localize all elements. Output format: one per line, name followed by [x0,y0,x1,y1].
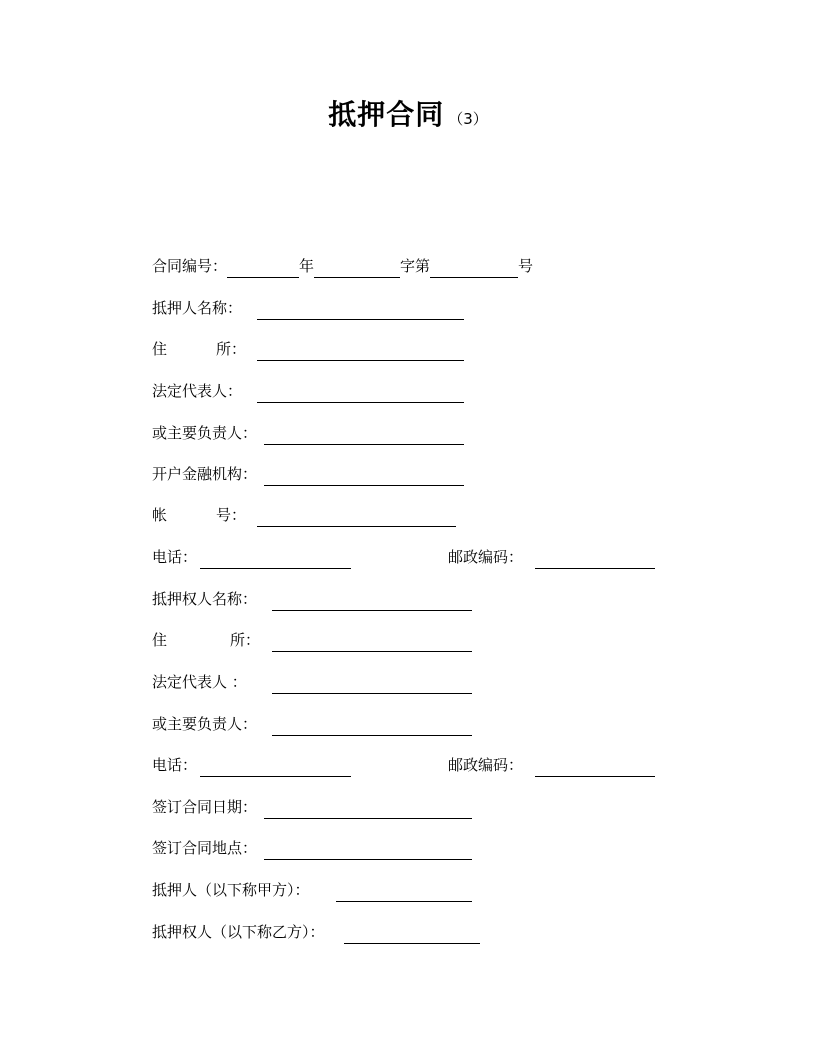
party-b-blank[interactable] [344,923,480,944]
mortgagor-name-label: 抵押人名称： [152,299,243,317]
mortgagor-bank-row [152,462,464,486]
party-a-label: 抵押人（以下称甲方）： [152,881,310,899]
mortgagor-bank-label: 开户金融机构： [152,465,258,483]
signing-date-row [152,795,472,819]
mortgagor-legal-rep-label: 法定代表人： [152,382,243,400]
contract-year-blank[interactable] [227,257,299,278]
mortgagee-principal-label: 或主要负责人： [152,715,258,733]
mortgagee-address-row [152,628,472,652]
mortgagor-name-blank[interactable] [257,299,464,320]
mortgagee-legal-rep-label: 法定代表人 ： [152,673,247,691]
party-b-label: 抵押权人（以下称乙方）： [152,923,325,941]
mortgagee-postcode-blank[interactable] [535,756,655,777]
contract-number-label: 合同编号： [152,257,228,275]
mortgagee-name-label: 抵押权人名称： [152,590,258,608]
mortgagor-address-label-b: 所： [216,340,247,358]
mortgagor-legal-rep-blank[interactable] [257,382,464,403]
mortgagee-principal-row [152,712,472,736]
mortgagor-name-row [152,296,464,320]
mortgagee-postcode-label: 邮政编码： [448,756,524,774]
contract-number-blank[interactable] [430,257,518,278]
signing-place-row [152,836,472,860]
mortgagor-address-row [152,337,464,361]
mortgagee-address-blank[interactable] [272,631,472,652]
party-a-row [152,878,472,902]
party-b-row [152,920,480,944]
mortgagor-principal-label: 或主要负责人： [152,424,258,442]
mortgagor-principal-row [152,421,464,445]
mortgagor-address-label-a: 住 [152,340,168,358]
signing-place-blank[interactable] [264,839,472,860]
party-a-blank[interactable] [336,881,472,902]
mortgagor-account-row [152,503,456,527]
signing-date-label: 签订合同日期： [152,798,258,816]
contract-zi-blank[interactable] [314,257,400,278]
mortgagee-legal-rep-blank[interactable] [272,673,472,694]
mortgagor-account-label-b: 号： [216,506,247,524]
mortgagor-legal-rep-row [152,379,464,403]
mortgagee-address-label-a: 住 [152,631,168,649]
mortgagee-legal-rep-row [152,670,472,694]
mortgagor-principal-blank[interactable] [264,424,464,445]
mortgagor-account-label-a: 帐 [152,506,168,524]
mortgagee-contact-row [152,753,672,777]
mortgagee-address-label-b: 所： [230,631,261,649]
mortgagee-principal-blank[interactable] [272,715,472,736]
mortgagee-name-blank[interactable] [272,590,472,611]
mortgagor-account-blank[interactable] [257,506,456,527]
year-label: 年 [299,257,315,275]
mortgagee-name-row [152,587,472,611]
hao-label: 号 [518,257,534,275]
mortgagee-phone-label: 电话： [152,756,198,774]
mortgagor-address-blank[interactable] [257,340,464,361]
mortgagor-postcode-blank[interactable] [535,548,655,569]
mortgagor-postcode-label: 邮政编码： [448,548,524,566]
mortgagee-phone-blank[interactable] [200,756,351,777]
mortgagor-phone-blank[interactable] [200,548,351,569]
contract-number-row [152,254,533,278]
zi-di-label: 字第 [400,257,431,275]
document-title [0,96,816,138]
mortgagor-contact-row [152,545,672,569]
signing-place-label: 签订合同地点： [152,839,258,857]
mortgagor-bank-blank[interactable] [264,465,464,486]
mortgagor-phone-label: 电话： [152,548,198,566]
title-text: 抵押合同 [328,98,445,131]
signing-date-blank[interactable] [264,798,472,819]
title-suffix: （3） [448,110,488,128]
